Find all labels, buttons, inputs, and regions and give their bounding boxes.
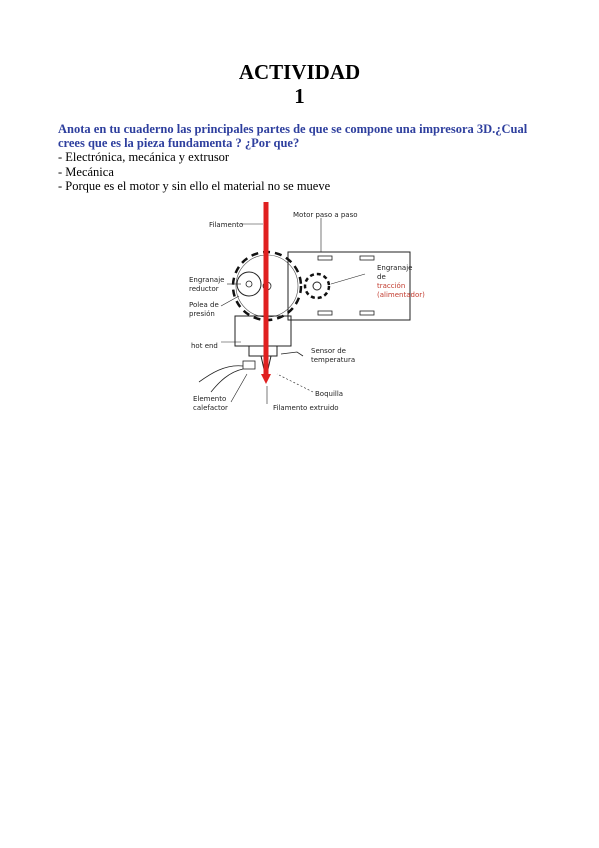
motor-slot [360, 311, 374, 315]
page-title: ACTIVIDAD [238, 60, 361, 84]
extruder-diagram-svg [185, 196, 425, 418]
answer-item: - Mecánica [58, 164, 114, 179]
label-engranaje-reductor: Engranaje [189, 276, 225, 284]
hotend-block [235, 316, 291, 346]
leader-line [221, 296, 239, 306]
label-elemento: calefactor [193, 404, 228, 412]
heater-element [243, 361, 255, 369]
label-sensor: temperatura [311, 356, 356, 364]
heater-block [249, 346, 277, 356]
label-polea: presión [189, 310, 215, 318]
label-extruido: Filamento extruido [273, 404, 339, 412]
label-engranaje-traccion: tracción [377, 282, 406, 290]
label-sensor: Sensor de [311, 347, 346, 355]
label-motor: Motor paso a paso [293, 211, 358, 219]
heater-wire [211, 369, 243, 392]
leader-line [277, 374, 313, 392]
heater-wire [199, 366, 243, 382]
label-engranaje-traccion: de [377, 273, 386, 281]
filament-tip [261, 374, 271, 384]
label-polea: Polea de [189, 301, 219, 309]
page-title-number: 1 [294, 84, 305, 108]
label-filamento: Filamento [209, 221, 244, 229]
leader-line [231, 374, 247, 402]
drive-gear [305, 274, 329, 298]
leader-line [331, 274, 365, 284]
label-engranaje-traccion: Engranaje [377, 264, 413, 272]
extruder-diagram [185, 196, 425, 418]
label-elemento: Elemento [193, 395, 227, 403]
motor-slot [318, 311, 332, 315]
sensor-wire [281, 352, 303, 356]
answer-item: - Porque es el motor y sin ello el material no se mueve [58, 179, 331, 193]
motor-slot [360, 256, 374, 260]
label-hotend: hot end [191, 342, 218, 350]
label-boquilla: Boquilla [315, 390, 344, 398]
label-engranaje-traccion: (alimentador) [377, 291, 425, 299]
answer-item: - Electrónica, mecánica y extrusor [58, 150, 230, 164]
answer-list [58, 150, 330, 194]
drive-gear-hub [313, 282, 321, 290]
label-engranaje-reductor: reductor [189, 285, 219, 293]
motor-slot [318, 256, 332, 260]
question-text: Anota en tu cuaderno las principales partes de que se compone una impresora 3D.¿Cual crees que es la pieza fundamenta ? ¿Por que? [58, 122, 528, 150]
